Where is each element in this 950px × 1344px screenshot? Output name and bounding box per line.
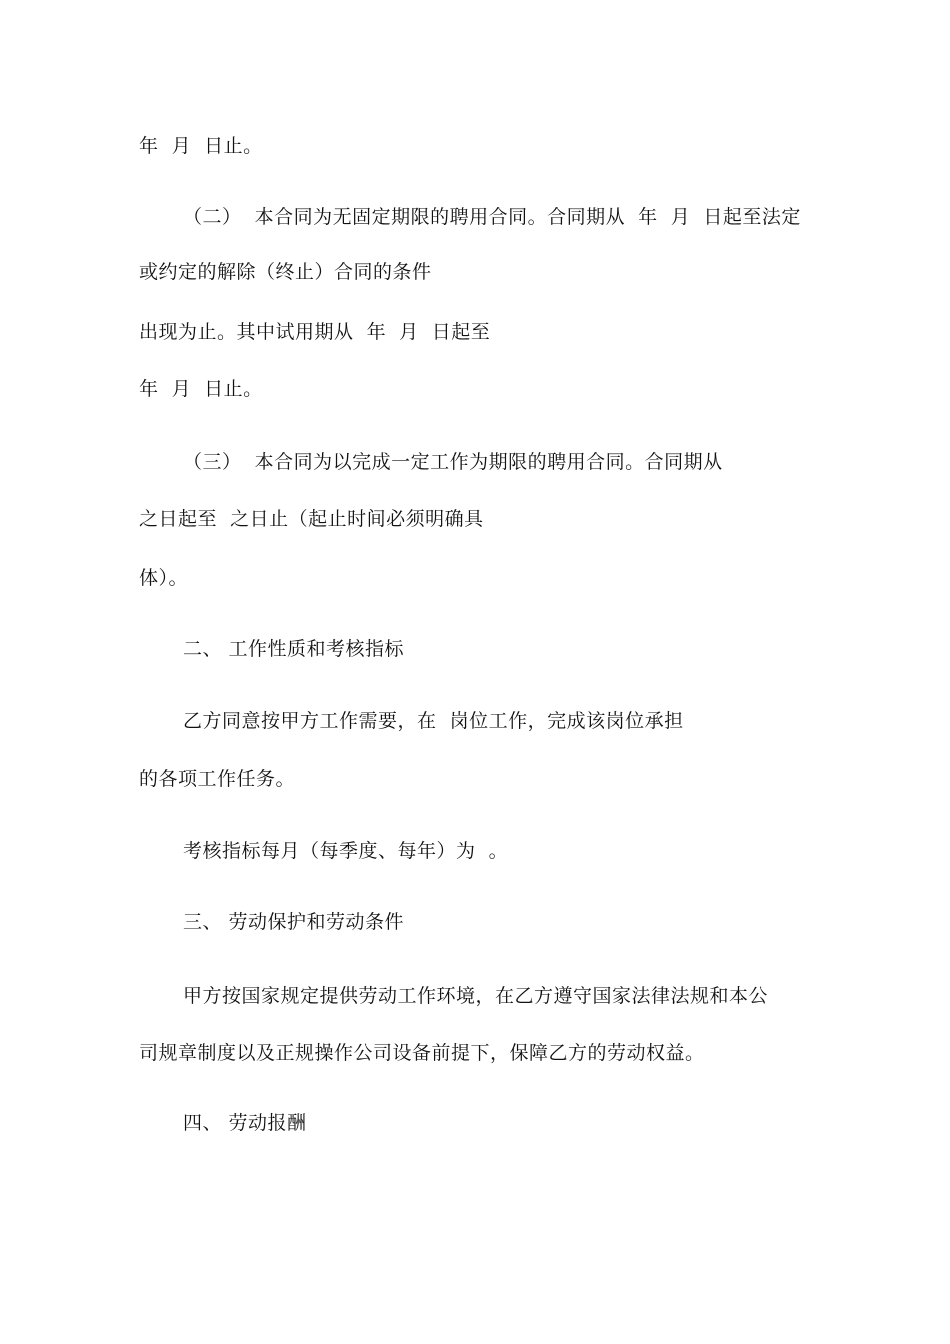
text-line: 或约定的解除（终止）合同的条件 <box>139 261 432 283</box>
section-heading-3: 三、 劳动保护和劳动条件 <box>183 911 405 933</box>
clause-three-heading: （三） 本合同为以完成一定工作为期限的聘用合同。合同期从 <box>183 451 723 473</box>
text-line: 出现为止。其中试用期从 年 月 日起至 <box>139 321 491 343</box>
text-line: 年 月 日止。 <box>139 378 263 400</box>
clause-two-heading: （二） 本合同为无固定期限的聘用合同。合同期从 年 月 日起至法定 <box>183 206 801 228</box>
section-heading-4: 四、 劳动报酬 <box>183 1112 307 1134</box>
text-line: 之日起至 之日止（起止时间必须明确具 <box>139 508 484 530</box>
section-heading-2: 二、 工作性质和考核指标 <box>183 638 405 660</box>
paragraph-line: 甲方按国家规定提供劳动工作环境，在乙方遵守国家法律法规和本公 <box>183 985 769 1007</box>
text-line: 体）。 <box>139 567 189 589</box>
text-line: 年 月 日止。 <box>139 135 263 157</box>
text-line: 的各项工作任务。 <box>139 768 296 790</box>
paragraph-line: 考核指标每月（每季度、每年）为 。 <box>183 840 509 862</box>
text-line: 司规章制度以及正规操作公司设备前提下，保障乙方的劳动权益。 <box>139 1042 705 1064</box>
paragraph-line: 乙方同意按甲方工作需要，在 岗位工作，完成该岗位承担 <box>183 710 684 732</box>
